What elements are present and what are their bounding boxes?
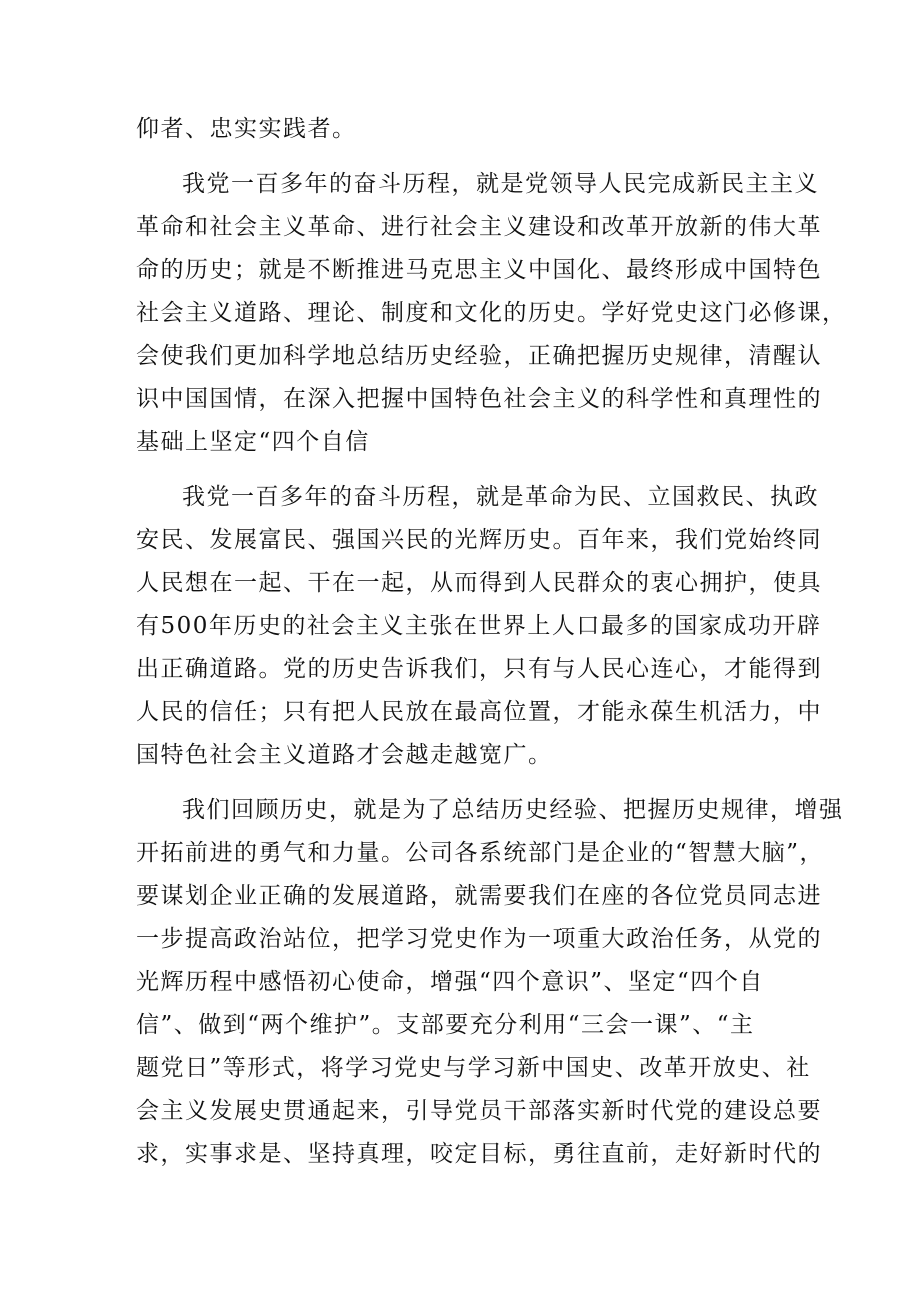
text-line: 信”、做到“两个维护”。支部要充分利用“三会一课”、“主 xyxy=(136,1012,755,1038)
text-line: 要谋划企业正确的发展道路，就需要我们在座的各位党员同志进 xyxy=(136,883,822,909)
text-line: 题党日”等形式，将学习党史与学习新中国史、改革开放史、社 xyxy=(136,1055,811,1081)
text-line: 基础上坚定“四个自信 xyxy=(136,429,370,455)
text-line: 识中国国情，在深入把握中国特色社会主义的科学性和真理性的 xyxy=(136,386,822,412)
text-line: 一步提高政治站位，把学习党史作为一项重大政治任务，从党的 xyxy=(136,926,822,952)
text-line: 革命和社会主义革命、进行社会主义建设和改革开放新的伟大革 xyxy=(136,214,822,240)
text-line: 仰者、忠实实践者。 xyxy=(136,116,357,142)
text-line: 国特色社会主义道路才会越走越宽广。 xyxy=(136,742,553,768)
text-line: 有500年历史的社会主义主张在世界上人口最多的国家成功开辟 xyxy=(136,613,822,639)
paragraph xyxy=(136,108,786,151)
text-line: 安民、发展富民、强国兴民的光辉历史。百年来，我们党始终同 xyxy=(136,527,822,553)
text-line: 我党一百多年的奋斗历程，就是革命为民、立国救民、执政 xyxy=(182,484,819,510)
text-line: 社会主义道路、理论、制度和文化的历史。学好党史这门必修课， xyxy=(136,300,847,326)
text-line: 开拓前进的勇气和力量。公司各系统部门是企业的“智慧大脑”， xyxy=(136,840,825,866)
paragraph-gap xyxy=(136,464,786,476)
paragraph-gap xyxy=(136,777,786,789)
text-line: 求，实事求是、坚持真理，咬定目标，勇往直前，走好新时代的 xyxy=(136,1141,822,1167)
paragraph xyxy=(136,163,847,464)
document-body xyxy=(136,108,847,1176)
text-line: 出正确道路。党的历史告诉我们，只有与人民心连心，才能得到 xyxy=(136,656,822,682)
paragraph xyxy=(136,476,822,777)
paragraph xyxy=(136,789,844,1176)
text-line: 我党一百多年的奋斗历程，就是党领导人民完成新民主主义 xyxy=(182,171,819,197)
text-line: 人民想在一起、干在一起，从而得到人民群众的衷心拥护，使具 xyxy=(136,570,822,596)
text-line: 会主义发展史贯通起来，引导党员干部落实新时代党的建设总要 xyxy=(136,1098,822,1124)
text-line: 光辉历程中感悟初心使命，增强“四个意识”、坚定“四个自 xyxy=(136,969,764,995)
text-line: 会使我们更加科学地总结历史经验，正确把握历史规律，清醒认 xyxy=(136,343,822,369)
text-line: 人民的信任；只有把人民放在最高位置，才能永葆生机活力，中 xyxy=(136,699,822,725)
text-line: 我们回顾历史，就是为了总结历史经验、把握历史规律，增强 xyxy=(182,797,844,823)
paragraph-gap xyxy=(136,151,786,163)
text-line: 命的历史；就是不断推进马克思主义中国化、最终形成中国特色 xyxy=(136,257,822,283)
